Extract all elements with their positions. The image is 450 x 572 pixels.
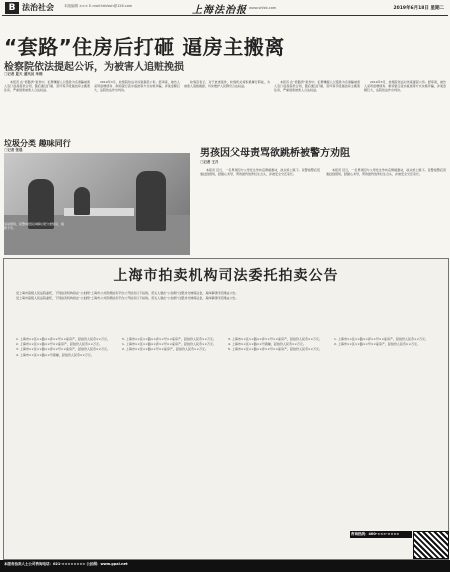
- case-paragraph: 本报讯 近日，一名男孩因与父母发生争执后情绪激动，欲从桥上跳下。民警接警后迅速赶到现场，经耐心劝导，男孩最终放弃轻生念头，并被安全交还家长。: [200, 168, 320, 177]
- footer-bar: [0, 560, 450, 572]
- notice-item: 3. 上海市××区××路××弄××号××室房产，起拍价人民币××万元。: [16, 347, 110, 352]
- story-column-3: [184, 80, 270, 135]
- story-paragraph: 检察官表示，对于此类案件，检察机关将积极履行职能，为被害人追赃挽损，切实维护人民群众合法权益。: [184, 80, 270, 89]
- notice-item: 2. 上海市××区××路××号××室房产，起拍价人民币××万元。: [122, 347, 208, 352]
- issue-date: 2019年6月18日 星期二: [393, 6, 444, 11]
- case-column-2: [326, 168, 446, 253]
- photo-person: [136, 171, 166, 231]
- photo-person: [74, 187, 90, 215]
- story-column-1: [4, 80, 90, 135]
- main-headline: “套路”住房后打砸 逼房主搬离: [4, 35, 285, 59]
- footer-text: 本版各拍卖人士公司咨询电话：021-×××××××× 公拍网：www.gpai.net: [4, 562, 128, 566]
- notice-item: 5. 上海市××区××路××弄××号××室房产，起拍价人民币××万元。: [228, 347, 322, 352]
- notice-item: 3. 上海市××区××路××弄××号××室房产，起拍价人民币××万元。: [228, 337, 322, 341]
- notice-title: 上海市拍卖机构司法委托拍卖公告: [113, 268, 339, 284]
- main-subhead: 检察院依法提起公诉，为被害人追赃挽损: [4, 62, 184, 73]
- notice-item: 1. 上海市××区××路××弄××号××室房产，起拍价人民币××万元。: [16, 337, 110, 341]
- notice-item: 4. 上海市××区××路××号商铺，起拍价人民币××万元。: [16, 352, 94, 357]
- story-column-2: [94, 80, 180, 135]
- story-column-4: [274, 80, 360, 135]
- notice-intro: 受上海市高级人民法院委托，下列拍卖机构将在“公拍网”上海市公共资源拍卖平台公开拍卖以下标的。竞买人须在“公拍网”注册并交纳保证金，具体事项详见网站公告。 受上海市高级人民法院委托，下列拍卖机构将在“公拍网”上海市公共资源拍卖平台公开拍卖以下标的。竞买人须在“公拍网”注册并交纳保证金，具体事项详见网站公告。: [16, 291, 239, 301]
- section-title: 法治社会: [22, 3, 54, 12]
- story-paragraph: 本报讯 在“套路贷”案件中，犯罪嫌疑人以借款为名诱骗被害人签订虚高借款合同，随后通过打砸、恐吓等手段逼迫房主搬离住房，严重侵害被害人合法权益。: [274, 80, 360, 93]
- notice-column-2: [116, 337, 216, 547]
- case-column-1: [200, 168, 320, 253]
- website: www.shfzb.com: [249, 6, 277, 10]
- qr-code-icon: [413, 531, 449, 559]
- notice-item: 4. 上海市××区××路××号商铺，起拍价人民币××万元。: [228, 342, 306, 347]
- photo-caption: 活动现场，民警向居民讲解垃圾分类知识，寓教于乐。: [4, 222, 64, 231]
- notice-item: 5. 上海市××区××路××弄××号××室房产，起拍价人民币××万元。: [122, 337, 216, 341]
- notice-item: 2. 上海市××区××路××号××室房产，起拍价人民币××万元。: [334, 342, 420, 347]
- case-title: 男孩因父母责骂欲跳桥被警方劝阻: [200, 148, 350, 159]
- notice-column-4: [328, 337, 440, 527]
- editor-line: 本版编辑 ××× E-mail:fzbfzsh@126.com: [64, 4, 133, 8]
- masthead: [2, 1, 448, 16]
- story-paragraph: 2019年3月，检察院依法对该案提起公诉。经审查，被告人采用虚增债务、制造银行流水痕迹等方式实施诈骗，涉案金额巨大，法院依法作出判决。: [364, 80, 446, 93]
- case-paragraph: 本报讯 近日，一名男孩因与父母发生争执后情绪激动，欲从桥上跳下。民警接警后迅速赶到现场，经耐心劝导，男孩最终放弃轻生念头，并被安全交还家长。: [326, 168, 446, 177]
- notice-column-3: [222, 337, 322, 547]
- notice-item: 1. 上海市××区××路××弄××号××室房产，起拍价人民币××万元。: [122, 342, 216, 347]
- page-number: B: [5, 2, 19, 14]
- story-paragraph: 本报讯 在“套路贷”案件中，犯罪嫌疑人以借款为名诱骗被害人签订虚高借款合同，随后通过打砸、恐吓等手段逼迫房主搬离住房，严重侵害被害人合法权益。: [4, 80, 90, 93]
- story-column-5: [364, 80, 446, 135]
- newspaper-brand: 上海法治报: [192, 5, 247, 16]
- notice-column-1: [10, 337, 110, 547]
- notice-item: 1. 上海市××区××路××弄××号××室房产，起拍价人民币××万元。: [334, 337, 428, 341]
- auction-notice: [3, 258, 449, 560]
- notice-item: 2. 上海市××区××路××号××室房产，起拍价人民币××万元。: [16, 342, 102, 347]
- hotline-box: 咨询热线：400-×××-××××: [350, 531, 412, 538]
- sidebar-title: 垃圾分类 趣味同行: [4, 139, 71, 148]
- main-byline: □记者 夏天 通讯员 朱晓: [4, 72, 43, 76]
- sidebar-byline: □记者 张晨: [4, 148, 23, 152]
- case-byline: □记者 王月: [200, 160, 219, 164]
- story-paragraph: 2019年3月，检察院依法对该案提起公诉。经审查，被告人采用虚增债务、制造银行流水痕迹等方式实施诈骗，涉案金额巨大，法院依法作出判决。: [94, 80, 180, 93]
